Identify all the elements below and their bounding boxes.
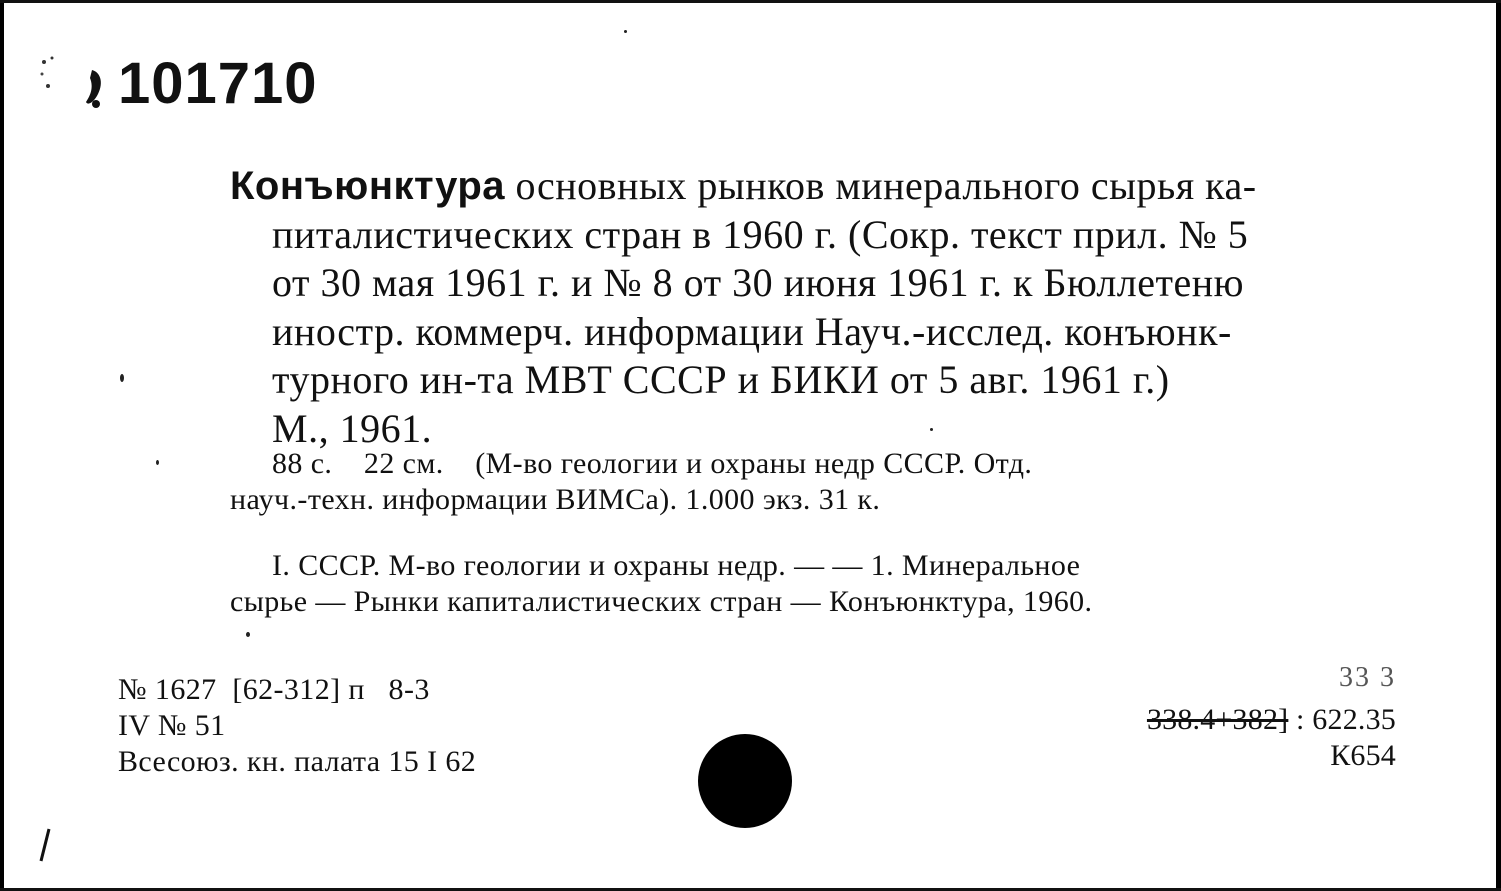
classification-struck: 338.4+382]	[1146, 703, 1289, 736]
author-mark: К654	[1330, 739, 1396, 772]
registration-number: № 1627 [62-312] п 8-3	[118, 673, 430, 706]
speck-1	[120, 374, 124, 382]
title-line-3: от 30 мая 1961 г. и № 8 от 30 июня 1961 г. к Бюллетеню	[272, 260, 1245, 305]
title-line-1	[230, 162, 1410, 211]
subject-tracings	[230, 548, 1410, 620]
ink-smudge-icon	[34, 52, 114, 122]
card-edge-left	[0, 0, 4, 891]
collation-line-2: науч.-техн. информации ВИМСа). 1.000 экз. 31 к.	[230, 483, 881, 516]
title-line-4: иностр. коммерч. информации Науч.-исслед. конъюнк-	[272, 308, 1232, 354]
speck-3	[246, 632, 250, 637]
classification-block	[1147, 660, 1396, 774]
pencil-mark-icon	[38, 828, 52, 862]
title-line-5: турного ин-та МВТ СССР и БИКИ от 5 авг. 1961 г.)	[272, 357, 1170, 402]
handwritten-shelf-mark: 33 3	[1339, 662, 1396, 693]
title-line-6: М., 1961.	[272, 405, 433, 451]
title-heading-word: Конъюнктура	[230, 164, 505, 208]
punch-hole	[698, 734, 792, 828]
collation-note	[230, 446, 1410, 518]
speck-5	[624, 30, 627, 33]
speck-2	[156, 460, 159, 465]
registration-series: IV № 51	[118, 709, 226, 742]
bibliographic-title	[230, 162, 1410, 453]
chamber-stamp-text: Всесоюз. кн. палата 15 I 62	[118, 745, 477, 778]
card-edge-right	[1496, 0, 1501, 891]
title-line-text: основных рынков минерального сырья ка-	[505, 163, 1257, 208]
tracing-line-2: сырье — Рынки капиталистических стран — Конъюнктура, 1960.	[230, 585, 1093, 618]
catalog-number: 101710	[118, 51, 318, 116]
title-line-2: питалистических стран в 1960 г. (Сокр. текст прил. № 5	[272, 211, 1249, 257]
tracing-line-1: I. СССР. М-во геологии и охраны недр. — — 1. Минеральное	[272, 549, 1081, 582]
registration-footer	[118, 672, 476, 780]
card-edge-top	[0, 0, 1501, 3]
classification-current: : 622.35	[1288, 703, 1396, 736]
collation-line-1: 88 с. 22 см. (М-во геологии и охраны недр СССР. Отд.	[272, 447, 1033, 480]
classification-index	[1147, 702, 1396, 738]
speck-4	[930, 428, 933, 431]
